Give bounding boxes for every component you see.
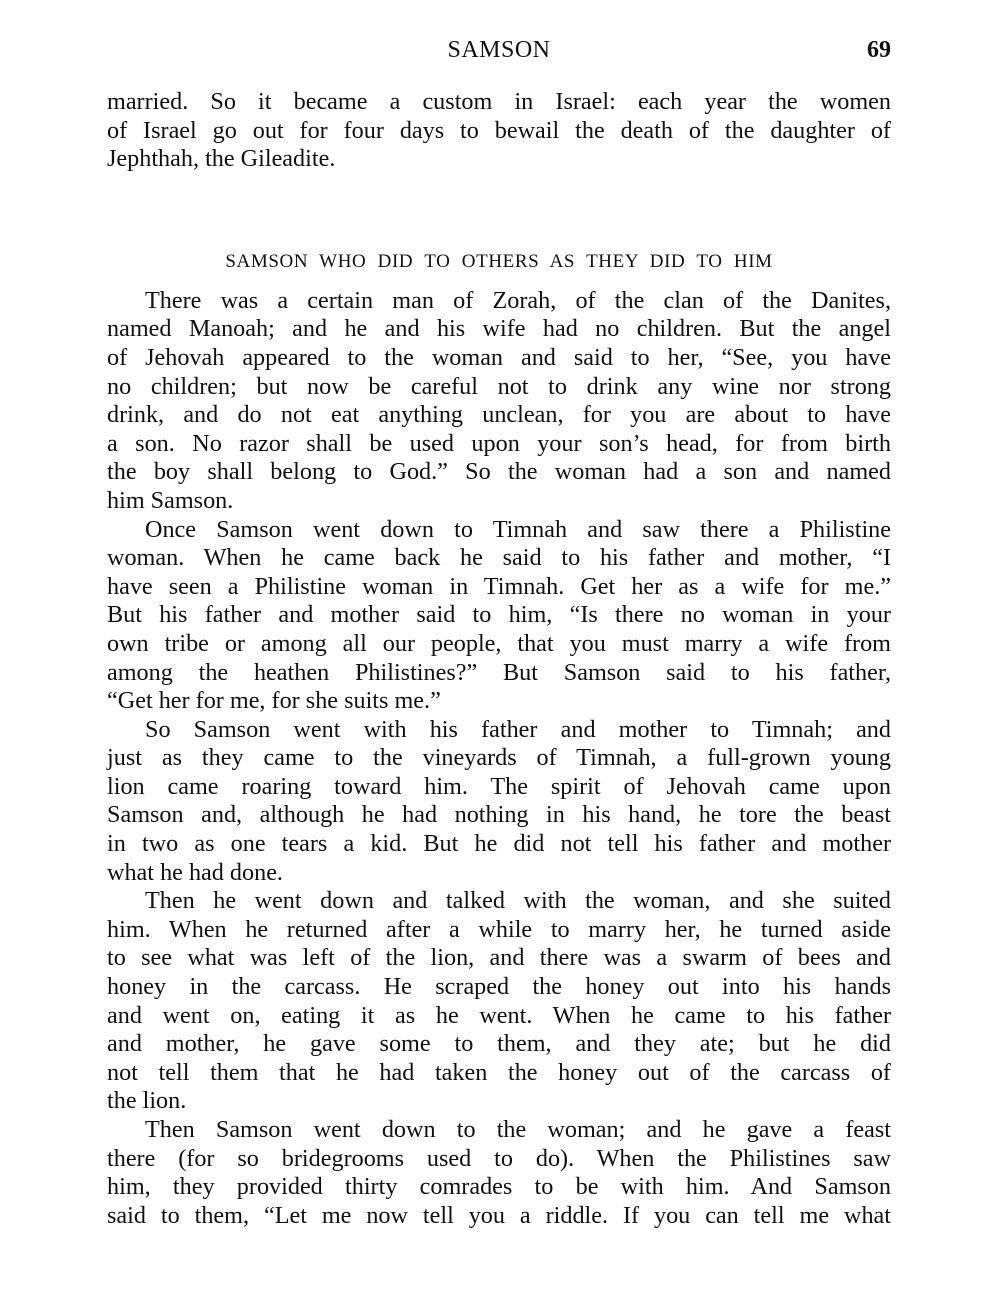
text-line: what he had done. — [107, 858, 283, 886]
page-number: 69 — [867, 37, 891, 63]
text-line: in two as one tears a kid. But he did not tell his father and mother — [107, 830, 891, 858]
text-line: Jephthah, the Gileadite. — [107, 145, 336, 173]
text-line: honey in the carcass. He scraped the honey out into his hands — [107, 973, 891, 1001]
text-line: him. When he returned after a while to marry her, he turned aside — [107, 915, 891, 943]
text-line: said to them, “Let me now tell you a riddle. If you can tell me what — [107, 1201, 891, 1229]
text-line: of Israel go out for four days to bewail the death of the daughter of — [107, 116, 891, 144]
text-line: Then Samson went down to the woman; and he gave a feast — [145, 1116, 891, 1143]
running-head — [107, 32, 891, 68]
text-line: no children; but now be careful not to drink any wine nor strong — [107, 372, 891, 400]
paragraph-manoah — [107, 287, 891, 516]
text-line: Once Samson went down to Timnah and saw there a Philistine — [145, 515, 891, 543]
text-line: So Samson went with his father and mother to Timnah; and — [145, 715, 891, 743]
text-line: Then he went down and talked with the woman, and she suited — [145, 887, 891, 915]
paragraph-timnah-woman — [107, 516, 891, 716]
running-title: SAMSON — [447, 37, 551, 63]
text-line: Samson and, although he had nothing in his hand, he tore the beast — [107, 801, 891, 829]
text-line: to see what was left of the lion, and there was a swarm of bees and — [107, 944, 891, 972]
text-line: not tell them that he had taken the honey out of the carcass of — [107, 1058, 891, 1086]
book-page — [107, 32, 891, 1230]
text-line: drink, and do not eat anything unclean, for you are about to have — [107, 401, 891, 429]
text-line: among the heathen Philistines?” But Samson said to his father, — [107, 658, 891, 686]
opening-paragraph — [107, 88, 891, 174]
text-line: him, they provided thirty comrades to be with him. And Samson — [107, 1173, 891, 1201]
paragraph-feast — [107, 1116, 891, 1230]
text-line: have seen a Philistine woman in Timnah. Get her as a wife for me.” — [107, 572, 891, 600]
text-line: him Samson. — [107, 486, 234, 514]
text-line: married. So it became a custom in Israel: each year the women — [107, 88, 891, 115]
text-line: “Get her for me, for she suits me.” — [107, 687, 441, 715]
text-line: There was a certain man of Zorah, of the clan of the Danites, — [145, 286, 891, 314]
text-line: the boy shall belong to God.” So the woman had a son and named — [107, 458, 891, 486]
text-line: But his father and mother said to him, “Is there no woman in your — [107, 601, 891, 629]
paragraph-honey — [107, 887, 891, 1116]
text-line: and went on, eating it as he went. When he came to his father — [107, 1001, 891, 1029]
text-line: named Manoah; and he and his wife had no children. But the angel — [107, 315, 891, 343]
section-heading: SAMSON WHO DID TO OTHERS AS THEY DID TO HIM — [225, 250, 773, 272]
text-line: a son. No razor shall be used upon your son’s head, for from birth — [107, 429, 891, 457]
text-line: and mother, he gave some to them, and they ate; but he did — [107, 1030, 891, 1058]
text-line: the lion. — [107, 1087, 187, 1115]
text-line: lion came roaring toward him. The spirit of Jehovah came upon — [107, 772, 891, 800]
text-line: woman. When he came back he said to his father and mother, “I — [107, 544, 891, 572]
text-line: there (for so bridegrooms used to do). When the Philistines saw — [107, 1144, 891, 1172]
paragraph-lion — [107, 716, 891, 888]
text-line: of Jehovah appeared to the woman and said to her, “See, you have — [107, 343, 891, 371]
text-line: just as they came to the vineyards of Timnah, a full-grown young — [107, 744, 891, 772]
text-line: own tribe or among all our people, that you must marry a wife from — [107, 629, 891, 657]
